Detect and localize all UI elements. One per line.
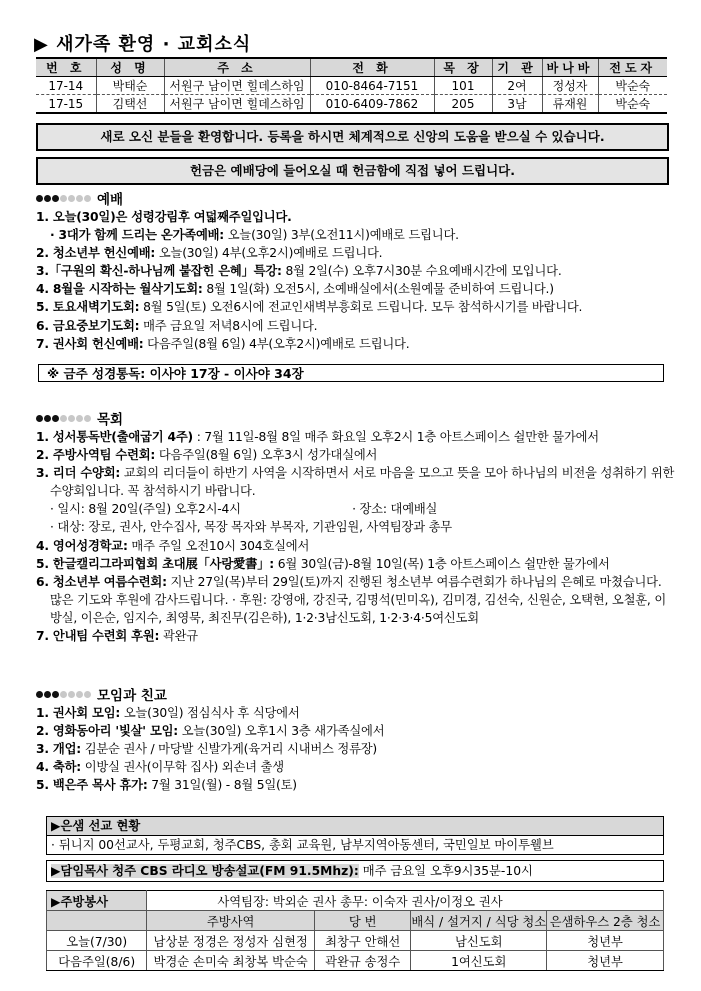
- item-label: 2. 영화동아리 '빛살' 모임:: [36, 724, 179, 739]
- item-text: 지난 27일(목)부터 29일(토)까지 진행된 청소년부 여름수련회가 하나님의 은혜로 마쳤습니다. 많은 기도와 후원에 감사드립니다. · 후원: 강영애, 강진국, 김명석(민미옥), 김미경, 김선숙, 신원순, 오택현, 오철훈, 이방실, 이은순, 임지수, 최영묵, 최진무(김은하), 1·2·3남신도회, 1·2·3·4·5여신도회: [50, 574, 667, 625]
- col-header: 전 화: [310, 58, 434, 77]
- table-cell: 205: [434, 95, 492, 114]
- dots-icon: [36, 195, 91, 202]
- item-text: · 대상: 장로, 권사, 안수집사, 목장 목자와 부목자, 기관임원, 사역팀장과 총무: [50, 520, 452, 535]
- col-header: 은샘하우스 2층 청소: [547, 911, 664, 931]
- table-header-row: [36, 58, 667, 77]
- item-text: 6월 30일(금)-8월 10일(목) 1층 아트스페이스 쉴만한 물가에서: [274, 556, 610, 571]
- table-cell: 서원구 남이면 힐데스하임: [164, 95, 310, 114]
- table-header-row: [47, 911, 664, 931]
- table-cell: 김택선: [96, 95, 164, 114]
- kitchen-header-row: [47, 891, 664, 911]
- table-row: [36, 77, 667, 95]
- table-cell: 010-8464-7151: [310, 77, 434, 95]
- list-item: [36, 244, 676, 262]
- radio-text: 매주 금요일 오후9시35분-10시: [358, 864, 533, 878]
- radio-box: [46, 860, 664, 882]
- list-item: [36, 208, 676, 226]
- item-label: 4. 8월을 시작하는 월삭기도회:: [36, 282, 203, 297]
- list-item: [36, 226, 676, 244]
- table-cell: 청년부: [547, 951, 664, 971]
- kitchen-label: ▶주방봉사: [47, 891, 147, 911]
- table-cell: 박순숙: [598, 77, 667, 95]
- table-cell: 곽완규 송정수: [314, 951, 410, 971]
- table-cell: 오늘(7/30): [47, 931, 147, 951]
- item-label: 1. 오늘(30일)은 성령강림후 여덟째주일입니다.: [36, 210, 292, 224]
- list-item: [36, 722, 676, 740]
- item-text: 7월 31일(월) - 8월 5일(토): [147, 778, 297, 793]
- table-cell: 최창구 안해선: [314, 931, 410, 951]
- item-text: 이방실 권사(이무학 집사) 외손녀 출생: [80, 760, 284, 775]
- col-header: 배식 / 설거지 / 식당 청소: [411, 911, 547, 931]
- missions-box: [46, 816, 664, 855]
- item-text: 8월 1일(화) 오전5시, 소예배실에서(소원예물 준비하여 드립니다.): [202, 282, 554, 297]
- table-cell: 박순숙: [598, 95, 667, 114]
- item-text: 오늘(30일) 4부(오후2시)예배로 드립니다.: [155, 246, 383, 261]
- col-header: 바나바: [542, 58, 598, 77]
- item-label: 7. 권사회 헌신예배:: [36, 336, 144, 351]
- section-title: 모임과 친교: [97, 688, 167, 704]
- item-text: 오늘(30일) 3부(오전11시)예배로 드립니다.: [224, 228, 459, 243]
- item-label: 1. 성서통독반(출애굽기 4주): [36, 430, 193, 444]
- item-label: 4. 영어성경학교:: [36, 538, 128, 553]
- item-text: : 7월 11일-8월 8일 매주 화요일 오후2시 1층 아트스페이스 쉴만한 물가에서: [192, 430, 599, 444]
- welcome-banner: 새로 오신 분들을 환영합니다. 등록을 하시면 체계적으로 신앙의 도움을 받으실 수 있습니다.: [36, 123, 669, 151]
- item-text: 오늘(30일) 오후1시 3층 새가족실에서: [178, 724, 385, 739]
- table-cell: 정성자: [542, 77, 598, 95]
- item-label: 2. 주방사역팀 수련회:: [36, 448, 156, 463]
- table-cell: 박경순 손미숙 최창복 박순숙: [147, 951, 315, 971]
- table-cell: 010-6409-7862: [310, 95, 434, 114]
- table-cell: 다음주일(8/6): [47, 951, 147, 971]
- worship-list: [36, 208, 676, 353]
- list-item: [36, 758, 676, 776]
- col-header: [47, 911, 147, 931]
- item-text: 매주 금요일 저녁8시에 드립니다.: [139, 318, 318, 333]
- list-item: [36, 262, 676, 280]
- ministry-heading: [36, 408, 123, 428]
- dots-icon: [36, 691, 91, 698]
- item-label: 7. 안내팀 수련회 후원:: [36, 629, 160, 644]
- item-label: 3.「구원의 확신-하나님께 붙잡힌 은혜」특강:: [36, 264, 282, 279]
- item-text: 8월 2일(수) 오후7시30분 수요예배시간에 모입니다.: [281, 264, 562, 279]
- section-title: 예배: [97, 192, 124, 208]
- item-label: 2. 청소년부 헌신예배:: [36, 246, 156, 261]
- table-row: [36, 95, 667, 114]
- table-cell: 서원구 남이면 힐데스하임: [164, 77, 310, 95]
- newcomers-table: [36, 57, 667, 114]
- item-text: 다음주일(8월 6일) 오후3시 성가대실에서: [155, 448, 378, 463]
- item-text: · 일시: 8월 20일(주일) 오후2시-4시 · 장소: 대예배실: [50, 502, 438, 517]
- table-row: [47, 951, 664, 971]
- dots-icon: [36, 415, 91, 422]
- list-item: [36, 776, 676, 794]
- list-item: [36, 704, 676, 722]
- list-item: [36, 335, 676, 353]
- fellowship-heading: [36, 684, 167, 704]
- col-header: 목 장: [434, 58, 492, 77]
- item-label: 3. 개업:: [36, 742, 81, 757]
- col-header: 번 호: [36, 58, 96, 77]
- table-cell: 17-15: [36, 95, 96, 114]
- table-cell: 2여: [492, 77, 542, 95]
- item-label: 4. 축하:: [36, 760, 81, 775]
- item-text: 오늘(30일) 점심식사 후 식당에서: [120, 706, 300, 720]
- list-item: [36, 500, 676, 518]
- item-text: 교회의 리더들이 하반기 사역을 시작하면서 서로 마음을 모으고 뜻을 모아 하나님의 비전을 성취하기 위한 수양회입니다. 꼭 참석하시기 바랍니다.: [50, 466, 675, 499]
- item-label: 5. 한글캘리그라피협회 초대展「사랑愛書」:: [36, 556, 275, 571]
- list-item: [36, 464, 676, 500]
- col-header: 성 명: [96, 58, 164, 77]
- list-item: [36, 740, 676, 758]
- worship-heading: [36, 188, 123, 208]
- offering-banner: 헌금은 예배당에 들어오실 때 헌금함에 직접 넣어 드립니다.: [36, 157, 669, 185]
- item-text: 다음주일(8월 6일) 4부(오후2시)예배로 드립니다.: [143, 336, 410, 351]
- list-item: [36, 298, 676, 316]
- missions-text: · 뒤니지 00선교사, 두평교회, 청주CBS, 총회 교육원, 남부지역아동센터, 국민일보 마이투웰브: [51, 838, 554, 852]
- col-header: 주 소: [164, 58, 310, 77]
- list-item: [36, 518, 676, 536]
- table-cell: 17-14: [36, 77, 96, 95]
- fellowship-list: [36, 704, 676, 794]
- item-label: 5. 백은주 목사 휴가:: [36, 778, 148, 793]
- table-row: [47, 931, 664, 951]
- radio-label: ▶담임목사 청주 CBS 라디오 방송설교(FM 91.5Mhz):: [51, 864, 359, 878]
- bible-reading-box: ※ 금주 성경통독: 이사야 17장 - 이사야 34장: [38, 364, 664, 382]
- list-item: [36, 555, 676, 573]
- col-header: 전도자: [598, 58, 667, 77]
- table-cell: 박태순: [96, 77, 164, 95]
- missions-heading: ▶은샘 선교 현황: [47, 817, 663, 836]
- item-label: 5. 토요새벽기도회:: [36, 300, 140, 315]
- list-item: [36, 573, 676, 627]
- col-header: 당 번: [314, 911, 410, 931]
- item-text: 곽완규: [159, 629, 198, 644]
- item-text: 김분순 권사 / 마당발 신발가게(육거리 시내버스 정류장): [80, 742, 378, 757]
- item-label: 1. 권사회 모임:: [36, 706, 121, 720]
- list-item: [36, 537, 676, 555]
- item-label: · 3대가 함께 드리는 온가족예배:: [50, 228, 225, 243]
- table-cell: 남신도회: [411, 931, 547, 951]
- list-item: [36, 446, 676, 464]
- kitchen-info: 사역팀장: 박외순 권사 총무: 이숙자 권사/이정오 권사: [147, 891, 664, 911]
- kitchen-duty-table: [46, 890, 664, 971]
- item-text: 8월 5일(토) 오전6시에 전교인새벽부흥회로 드립니다. 모두 참석하시기를 바랍니다.: [139, 300, 583, 315]
- item-label: 6. 청소년부 여름수련회:: [36, 574, 167, 589]
- col-header: 기 관: [492, 58, 542, 77]
- table-cell: 101: [434, 77, 492, 95]
- list-item: [36, 627, 676, 645]
- table-cell: 류재원: [542, 95, 598, 114]
- ministry-list: [36, 428, 676, 645]
- table-cell: 남상분 정경은 정성자 심현정: [147, 931, 315, 951]
- table-cell: 1여신도회: [411, 951, 547, 971]
- item-label: 6. 금요중보기도회:: [36, 318, 140, 333]
- list-item: [36, 428, 676, 446]
- item-text: 매주 주일 오전10시 304호실에서: [127, 538, 310, 553]
- item-label: 3. 리더 수양회:: [36, 466, 121, 481]
- col-header: 주방사역: [147, 911, 315, 931]
- page-title: ▶ 새가족 환영 · 교회소식: [34, 34, 252, 55]
- section-title: 목회: [97, 412, 124, 428]
- list-item: [36, 280, 676, 298]
- table-cell: 3남: [492, 95, 542, 114]
- table-cell: 청년부: [547, 931, 664, 951]
- list-item: [36, 317, 676, 335]
